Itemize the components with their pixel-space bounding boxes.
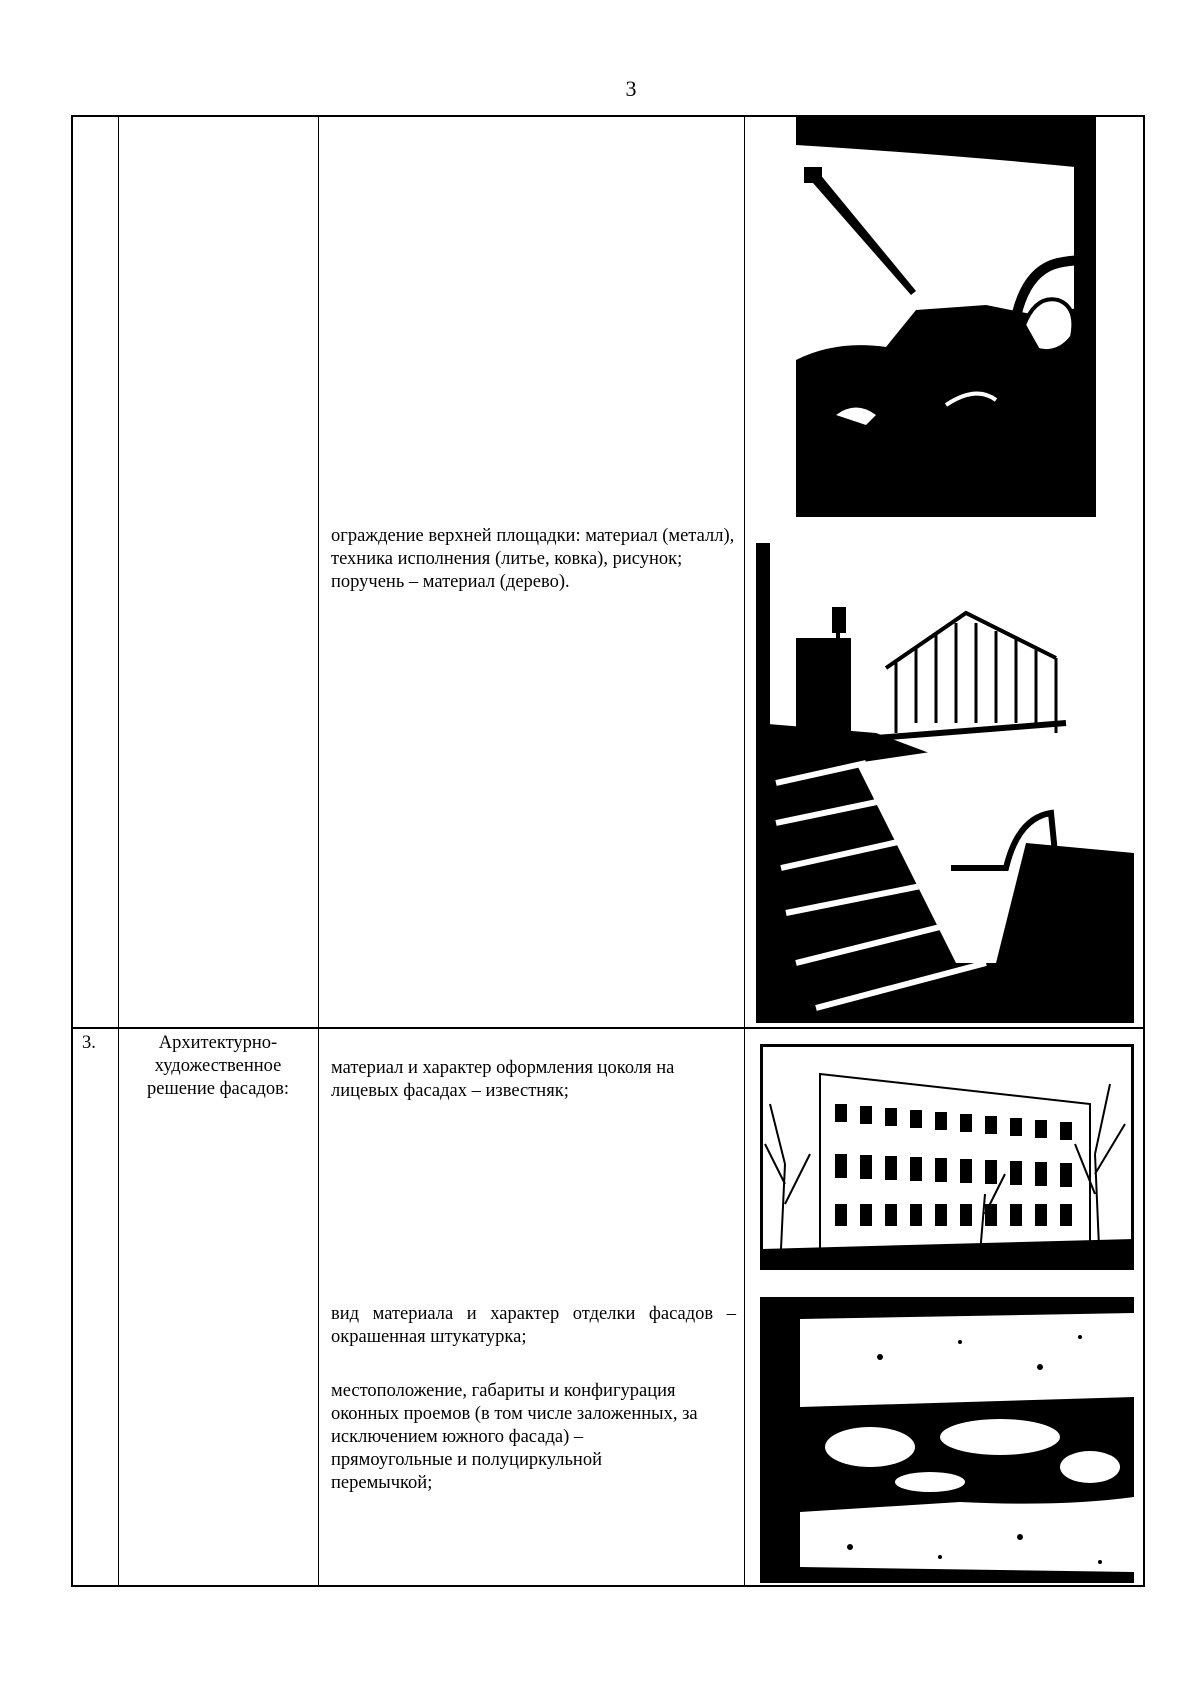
row-2-section-name: Архитектурно-художественное решение фасадов: [147, 1033, 289, 1099]
row-1-item-1: ограждение верхней площадки: материал (металл), техника исполнения (литье, ковка), рисунок; поручень – материал (дерево). [331, 526, 735, 592]
row-2-item-2: вид материала и характер отделки фасадов – окрашенная штукатурка; [331, 1304, 736, 1347]
table-bottom-border [71, 1585, 1144, 1587]
staircase-top-photo [796, 115, 1096, 517]
column-divider-2 [318, 115, 319, 1587]
table-right-border [1143, 115, 1145, 1587]
row-2-item-1: материал и характер оформления цоколя на лицевых фасадах – известняк; [331, 1058, 675, 1101]
table-left-border [71, 115, 73, 1587]
plaster-wall-photo [760, 1297, 1134, 1583]
row-2-index: 3. [82, 1033, 96, 1053]
page-number: 3 [625, 76, 637, 101]
column-divider-1 [118, 115, 119, 1587]
row-2-item-3: местоположение, габариты и конфигурация оконных проемов (в том числе заложенных, за исключением южного фасада) – прямоугольные и полуциркульной перемычкой; [331, 1381, 698, 1493]
facade-building-photo [760, 1044, 1134, 1270]
table-row-divider [71, 1027, 1144, 1029]
staircase-railing-photo [756, 523, 1134, 1023]
column-divider-3 [744, 115, 745, 1587]
